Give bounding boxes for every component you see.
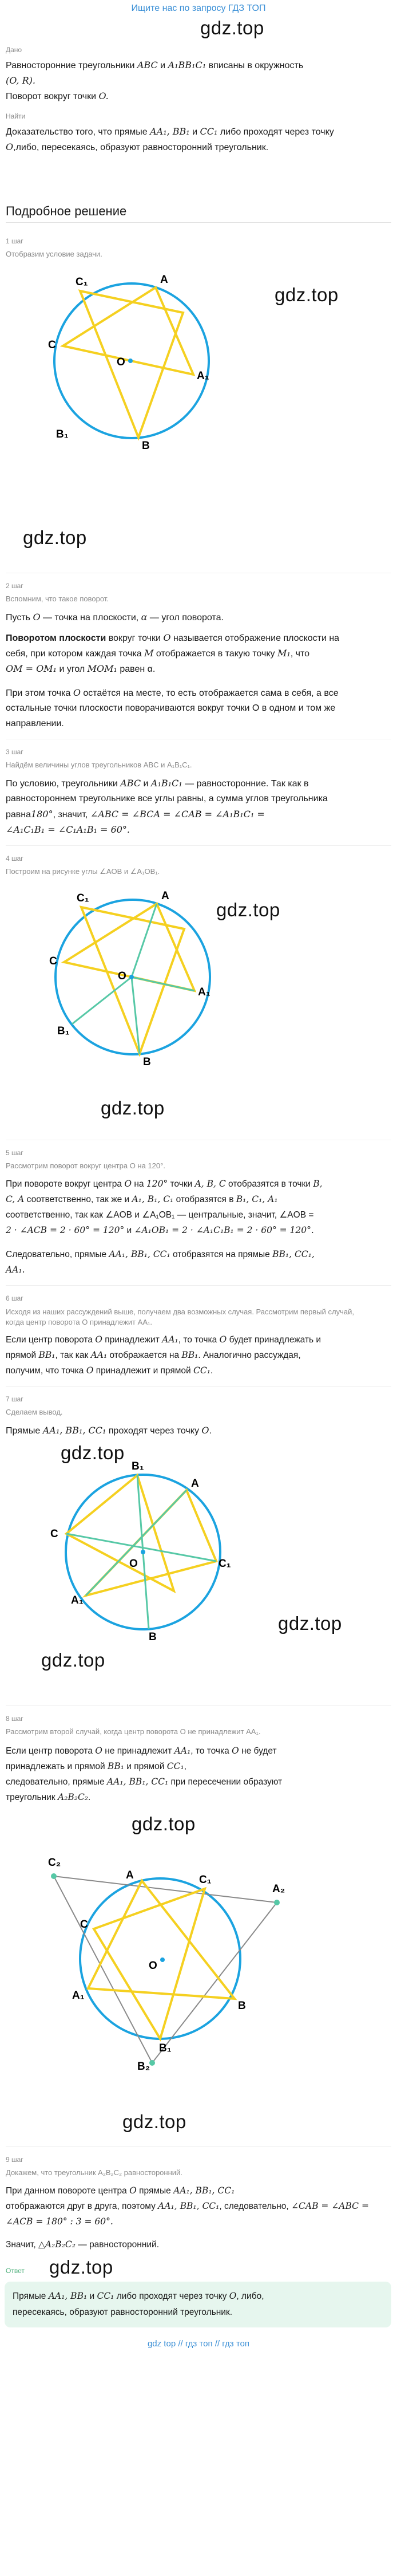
label-A1-2: A₁ xyxy=(198,986,211,998)
label-A-4: A xyxy=(126,1869,134,1881)
step-6-caption: Исходя из наших рассуждений выше, получаем два возможных случая. Рассмотрим первый случай, когда центр поворота O принадлежит AA₁. xyxy=(6,1307,354,1326)
center-dot-2 xyxy=(129,975,134,979)
step-8-caption: Рассмотрим второй случай, когда центр поворота O не принадлежит AA₁. xyxy=(6,1727,261,1736)
step-5-line-2: C, A соответственно, так же и A₁, B₁, C₁ отобразятся в B₁, C₁, A₁ xyxy=(6,1194,278,1204)
step-8-line-2: принадлежать и прямой BB₁ и прямой CC₁, xyxy=(6,1761,186,1771)
step-4-label: 4 шаг xyxy=(6,854,23,862)
footer-links[interactable]: gdz top // гдз топ // гдз топ xyxy=(147,2339,250,2349)
detailed-solution-title: Подробное решение xyxy=(6,204,127,218)
step-3-line-1: По условию, треугольники ABC и A₁B₁C₁ — равносторонние. Так как в xyxy=(6,778,309,789)
radius-OA xyxy=(132,904,157,977)
step-6-label: 6 шаг xyxy=(6,1294,23,1302)
step-9-label: 9 шаг xyxy=(6,2156,23,2164)
step-9-line-4: Значит, △A₂B₂C₂ — равносторонний. xyxy=(6,2239,159,2250)
triangle-5 xyxy=(66,1475,174,1591)
find-label: Найти xyxy=(6,112,26,120)
step-8-line-3: следовательно, прямые AA₁, BB₁, CC₁ при пересечении образуют xyxy=(6,1777,283,1787)
step-3-caption: Найдём величины углов треугольников ABC и A₁B₁C₁. xyxy=(6,761,192,769)
label-A-3: A xyxy=(191,1478,199,1490)
given-line-3: Поворот вокруг точки O. xyxy=(6,90,109,101)
step-3-line-3: равна180°, значит, ∠ABC = ∠BCA = ∠CAB = ∠A₁B₁C₁ = xyxy=(6,809,265,820)
step-8-line-1: Если центр поворота O не принадлежит AA₁, то точка O не будет xyxy=(6,1746,277,1756)
step-7-label: 7 шаг xyxy=(6,1395,23,1403)
watermark-9: gdz.top xyxy=(132,1813,196,1834)
step-1-label: 1 шаг xyxy=(6,237,23,245)
label-B1-4: B₁ xyxy=(159,2042,172,2054)
label-C: C xyxy=(48,339,56,351)
label-C-3: C xyxy=(50,1528,58,1540)
label-C-4: C xyxy=(80,1919,88,1931)
label-A2: A₂ xyxy=(272,1883,285,1895)
step-2-caption: Вспомним, что такое поворот. xyxy=(6,594,109,603)
label-C1: C₁ xyxy=(76,276,88,288)
answer-line-2: пересекаясь, образуют равносторонний треугольник. xyxy=(13,2307,233,2317)
step-5-line-6: AA₁. xyxy=(6,1265,25,1275)
step-9-line-2: отображаются друг в друга, поэтому AA₁, BB₁, CC₁, следовательно, ∠CAB = ∠ABC = xyxy=(6,2201,369,2211)
label-B1-2: B₁ xyxy=(57,1025,70,1037)
title-divider xyxy=(6,222,391,223)
label-A1-4: A₁ xyxy=(72,1990,85,2002)
label-C1-4: C₁ xyxy=(199,1874,212,1886)
step-3-label: 3 шаг xyxy=(6,748,23,756)
step-9-line-1: При данном повороте центра O прямые AA₁, BB₁, CC₁ xyxy=(6,2185,235,2196)
step-9-line-3: ∠ACB = 180° : 3 = 60°. xyxy=(6,2216,113,2227)
watermark-10: gdz.top xyxy=(122,2111,186,2132)
given-label: Дано xyxy=(6,46,22,54)
figure-1 xyxy=(46,274,217,452)
answer-label: Ответ xyxy=(6,2267,25,2275)
step-5-line-1: При повороте вокруг центра O на 120° точки A, B, C отобразятся в точки B, xyxy=(6,1179,323,1189)
label-B: B xyxy=(142,440,150,452)
watermark-2: gdz.top xyxy=(275,284,339,305)
watermark-1: gdz.top xyxy=(200,17,264,38)
find-line-1: Доказательство того, что прямые AA₁, BB₁ и CC₁ либо проходят через точку xyxy=(6,126,334,137)
step-9-caption: Докажем, что треугольник A₂B₂C₂ равносторонний. xyxy=(6,2168,182,2177)
step-7-line-1: Прямые AA₁, BB₁, CC₁ проходят через точку O. xyxy=(6,1425,212,1436)
label-O-2: O xyxy=(118,970,126,982)
label-C2: C₂ xyxy=(48,1857,61,1869)
figure-4 xyxy=(46,1833,286,2073)
step-6-line-1: Если центр поворота O принадлежит AA₁, то точка O будет принадлежать и xyxy=(6,1334,321,1345)
center-dot-4 xyxy=(160,1957,165,1962)
line-ext-3 xyxy=(152,1903,277,2063)
watermark-3: gdz.top xyxy=(23,527,87,548)
step-6-line-2: прямой BB₁, так как AA₁ отображается на BB₁. Аналогично рассуждая, xyxy=(6,1350,301,1360)
watermark-7: gdz.top xyxy=(41,1649,105,1671)
step-2-line-3: себя, при котором каждая точка M отображается в такую точку M₁, что xyxy=(6,648,310,659)
point-C2 xyxy=(51,1873,57,1879)
point-B2 xyxy=(149,2060,155,2066)
label-B-3: B xyxy=(149,1631,157,1643)
label-B1: B₁ xyxy=(56,428,69,440)
step-8-label: 8 шаг xyxy=(6,1715,23,1723)
step-2-line-4: OM = OM₁ и угол MOM₁ равен α. xyxy=(6,663,156,674)
top-search-link[interactable]: Ищите нас по запросу ГДЗ ТОП xyxy=(131,3,266,13)
center-dot-1 xyxy=(128,359,133,363)
watermark-6: gdz.top xyxy=(61,1442,125,1463)
step-2-line-1: Пусть O — точка на плоскости, α — угол поворота. xyxy=(6,612,224,623)
watermark-8: gdz.top xyxy=(278,1613,342,1634)
label-B1-3: B₁ xyxy=(132,1460,144,1472)
center-dot-3 xyxy=(141,1550,145,1554)
answer-box xyxy=(5,2282,391,2327)
step-2-line-2: Поворотом плоскости вокруг точки O называется отображение плоскости на xyxy=(6,632,340,643)
point-A2 xyxy=(274,1900,280,1905)
given-line-2: (O, R). xyxy=(6,75,35,86)
label-O: O xyxy=(117,356,125,368)
radius-OB1 xyxy=(72,977,132,1024)
step-2-line-6: остальные точки плоскости поворачиваются вокруг точки O в одном и том же xyxy=(6,703,336,713)
label-O-4: O xyxy=(149,1960,157,1972)
step-6-rule xyxy=(6,1285,391,1286)
step-8-line-4: треугольник A₂B₂C₂. xyxy=(6,1792,91,1802)
label-A-2: A xyxy=(161,890,169,902)
label-C1-2: C₁ xyxy=(77,892,89,904)
step-5-line-4: 2 · ∠ACB = 2 · 60° = 120° и ∠A₁OB₁ = 2 · ∠A₁C₁B₁ = 2 · 60° = 120°. xyxy=(6,1225,314,1235)
step-5-caption: Рассмотрим поворот вокруг центра O на 120°. xyxy=(6,1161,165,1170)
step-5-label: 5 шаг xyxy=(6,1149,23,1157)
label-A1-3: A₁ xyxy=(71,1594,84,1606)
step-3-line-2: равностороннем треугольнике все углы равны, а сумма углов треугольника xyxy=(6,794,328,803)
figure-3 xyxy=(50,1460,231,1643)
label-B-2: B xyxy=(143,1056,151,1068)
label-C1-3: C₁ xyxy=(219,1558,231,1570)
step-7-caption: Сделаем вывод. xyxy=(6,1408,63,1416)
step-1-caption: Отобразим условие задачи. xyxy=(6,250,102,258)
find-line-2: O,либо, пересекаясь, образуют равносторонний треугольник. xyxy=(6,141,269,152)
watermark-11: gdz.top xyxy=(49,2256,113,2278)
given-line-1: Равносторонние треугольники ABC и A₁BB₁C₁ вписаны в окружность xyxy=(6,60,304,70)
step-9-rule xyxy=(6,2146,391,2147)
figure-2 xyxy=(47,890,219,1068)
label-B-4: B xyxy=(238,2000,246,2012)
label-C-2: C xyxy=(49,955,57,967)
step-3-line-4: ∠A₁C₁B₁ = ∠C₁A₁B₁ = 60°. xyxy=(6,824,130,835)
step-6-line-3: получим, что точка O принадлежит и прямой CC₁. xyxy=(6,1365,213,1376)
step-2-line-7: направлении. xyxy=(6,719,64,728)
label-B2: B₂ xyxy=(137,2061,150,2073)
label-A1: A₁ xyxy=(197,370,209,382)
line-ext-2 xyxy=(54,1876,277,1903)
step-8-rule xyxy=(6,1705,391,1706)
step-4-caption: Построим на рисунке углы ∠AOB и ∠A₁OB₁. xyxy=(6,867,160,876)
step-7-rule xyxy=(6,1386,391,1387)
watermark-4: gdz.top xyxy=(216,899,280,920)
label-A: A xyxy=(160,274,168,286)
watermark-5: gdz.top xyxy=(101,1097,165,1118)
hidden-poly xyxy=(63,291,138,438)
step-4-rule xyxy=(6,845,391,846)
answer-line-1: Прямые AA₁, BB₁ и CC₁ либо проходят через точку O, либо, xyxy=(13,2291,264,2301)
step-2-line-5: При этом точка O остаётся на месте, то есть отображается сама в себя, а все xyxy=(6,687,339,698)
step-2-label: 2 шаг xyxy=(6,582,23,590)
step-5-line-5: Следовательно, прямые AA₁, BB₁, CC₁ отобразятся на прямые BB₁, CC₁, xyxy=(6,1249,315,1259)
step-5-line-3: соответственно, так как ∠AOB и ∠A₁OB₁ — центральные, значит, ∠AOB = xyxy=(6,1210,314,1220)
label-O-3: O xyxy=(129,1558,138,1570)
